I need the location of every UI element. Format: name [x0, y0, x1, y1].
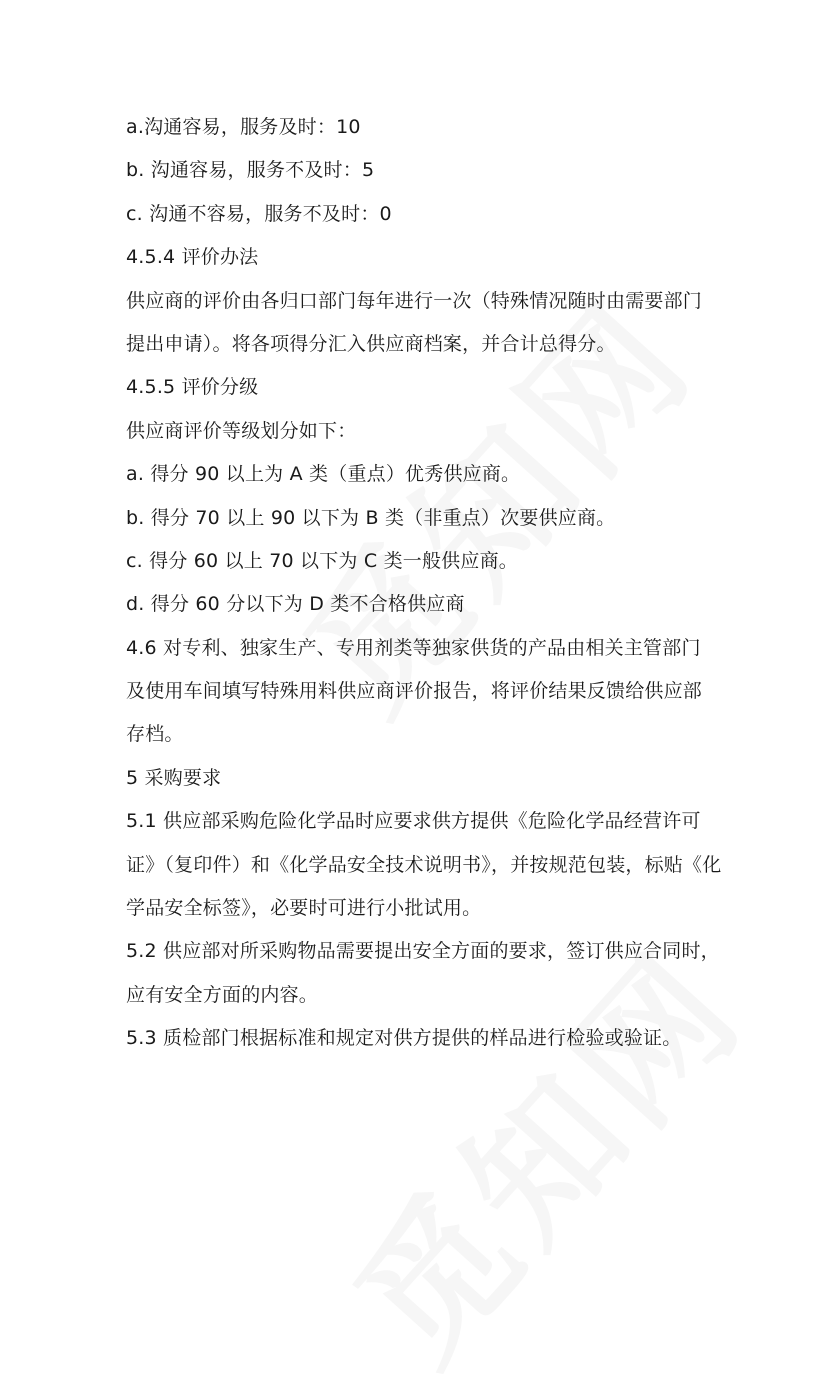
paragraph-line: 证》（复印件）和《化学品安全技术说明书》，并按规范包装，标贴《化 [126, 853, 722, 876]
paragraph-line-4-6: 4.6 对专利、独家生产、专用剂类等独家供货的产品由相关主管部门 [126, 636, 701, 659]
paragraph-line: 存档。 [126, 723, 184, 746]
section-heading-5: 5 采购要求 [126, 766, 222, 789]
section-heading-4-5-4: 4.5.4 评价办法 [126, 246, 259, 269]
paragraph-line: 应有安全方面的内容。 [126, 983, 319, 1006]
grade-item-d: d. 得分 60 分以下为 D 类不合格供应商 [126, 593, 465, 616]
paragraph-line-5-1: 5.1 供应部采购危险化学品时应要求供方提供《危险化学品经营许可 [126, 810, 701, 833]
paragraph-line: 及使用车间填写特殊用料供应商评价报告，将评价结果反馈给供应部 [126, 680, 703, 703]
paragraph-line-5-2: 5.2 供应部对所采购物品需要提出安全方面的要求，签订供应合同时， [126, 940, 720, 963]
paragraph-line-5-3: 5.3 质检部门根据标准和规定对供方提供的样品进行检验或验证。 [126, 1027, 682, 1050]
grade-item-c: c. 得分 60 以上 70 以下为 C 类一般供应商。 [126, 549, 518, 572]
section-heading-4-5-5: 4.5.5 评价分级 [126, 376, 259, 399]
score-item-c: c. 沟通不容易，服务不及时：0 [126, 202, 392, 225]
paragraph-line: 提出申请）。将各项得分汇入供应商档案，并合计总得分。 [126, 332, 616, 355]
grade-item-a: a. 得分 90 以上为 A 类（重点）优秀供应商。 [126, 463, 521, 486]
paragraph-line: 供应商评价等级划分如下： [126, 419, 357, 442]
score-item-b: b. 沟通容易，服务不及时：5 [126, 159, 375, 182]
paragraph-line: 供应商的评价由各归口部门每年进行一次（特殊情况随时由需要部门 [126, 289, 703, 312]
grade-item-b: b. 得分 70 以上 90 以下为 B 类（非重点）次要供应商。 [126, 506, 616, 529]
paragraph-line: 学品安全标签》，必要时可进行小批试用。 [126, 897, 482, 920]
score-item-a: a.沟通容易，服务及时：10 [126, 116, 361, 138]
document-body [126, 106, 726, 1061]
